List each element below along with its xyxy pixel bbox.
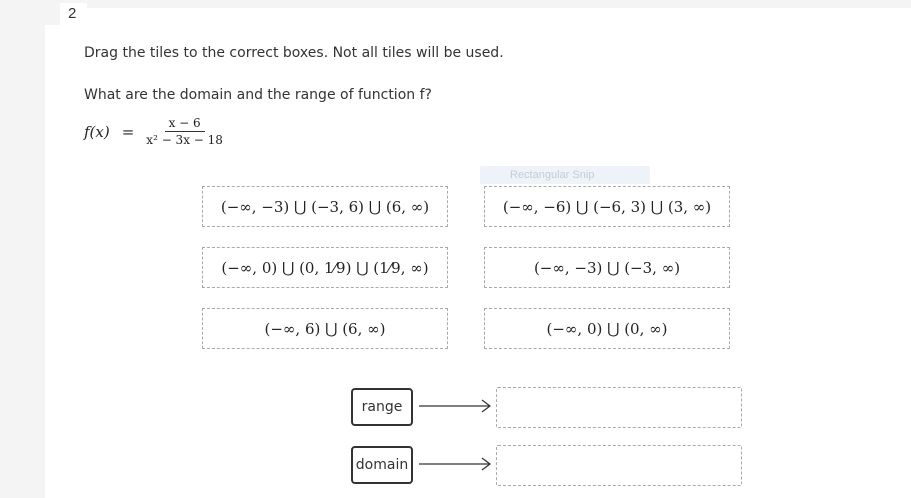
range-drop-box[interactable] [496, 387, 742, 428]
answer-tile-3[interactable]: (−∞, 0) ⋃ (0, 1⁄9) ⋃ (1⁄9, ∞) [202, 247, 448, 288]
snip-overlay-label: Rectangular Snip [480, 166, 650, 184]
domain-arrow-icon [419, 456, 493, 472]
question-prompt: What are the domain and the range of function f? [84, 87, 432, 103]
formula-numerator: x − 6 [165, 116, 205, 132]
answer-tile-5[interactable]: (−∞, 6) ⋃ (6, ∞) [202, 308, 448, 349]
formula-equals: = [121, 122, 135, 141]
answer-tile-1[interactable]: (−∞, −3) ⋃ (−3, 6) ⋃ (6, ∞) [202, 186, 448, 227]
header-bar [87, 8, 911, 25]
formula-lhs: f(x) [84, 122, 110, 141]
formula-denominator: x² − 3x − 18 [146, 133, 223, 147]
function-formula [84, 116, 223, 147]
answer-tile-4[interactable]: (−∞, −3) ⋃ (−3, ∞) [484, 247, 730, 288]
formula-fraction [146, 116, 223, 147]
range-label: range [351, 388, 413, 426]
domain-drop-box[interactable] [496, 445, 742, 486]
question-number: 2 [60, 3, 87, 25]
instructions-text: Drag the tiles to the correct boxes. Not all tiles will be used. [84, 45, 504, 61]
range-arrow-icon [419, 398, 493, 414]
answer-tile-6[interactable]: (−∞, 0) ⋃ (0, ∞) [484, 308, 730, 349]
domain-label: domain [351, 446, 413, 484]
answer-tile-2[interactable]: (−∞, −6) ⋃ (−6, 3) ⋃ (3, ∞) [484, 186, 730, 227]
